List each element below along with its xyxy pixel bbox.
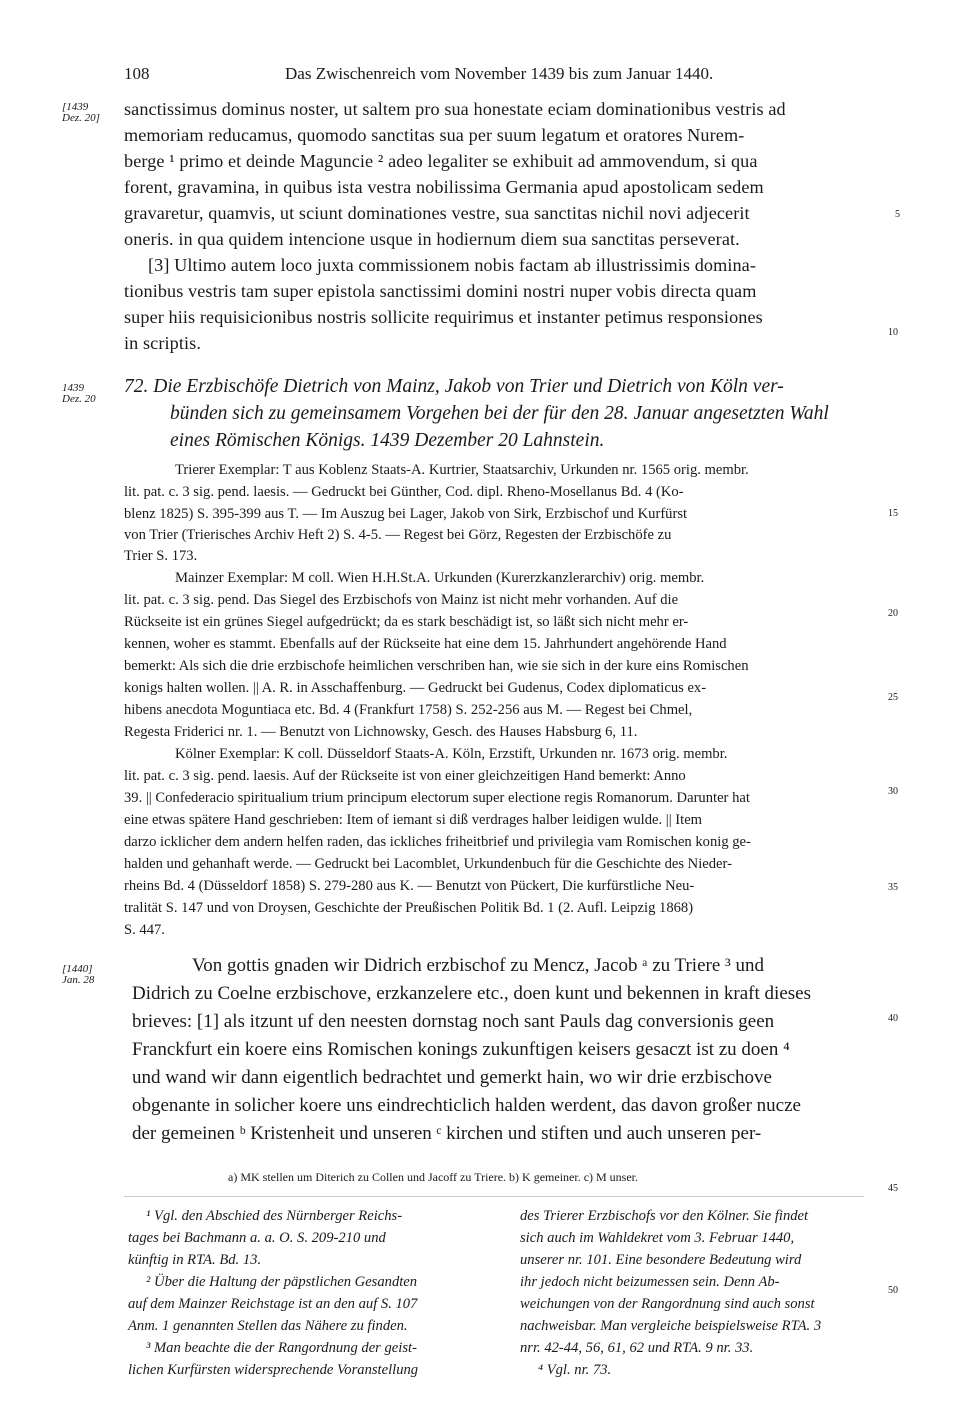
body-line: memoriam reducamus, quomodo sanctitas sua per suum legatum et oratores Nurem- <box>124 125 745 145</box>
page-number: 108 <box>124 64 150 83</box>
apparatus-line: von Trier (Trierisches Archiv Heft 2) S. 4-5. — Regest bei Görz, Regesten der Erzbischöfe zu <box>124 527 672 543</box>
footnote-line: unserer nr. 101. Eine besondere Bedeutung wird <box>520 1252 802 1268</box>
body-line: forent, gravamina, in quibus ista vestra nobilissima Germania apud apostolicam sedem <box>124 177 764 197</box>
footnote-line: tages bei Bachmann a. a. O. S. 209-210 und <box>128 1230 386 1246</box>
margin-date-note: [1439 Dez. 20] <box>62 101 100 124</box>
line-number: 10 <box>888 327 898 338</box>
apparatus-line: tralität S. 147 und von Droysen, Geschichte der Preußischen Politik Bd. 1 (2. Aufl. Leipzig 1868) <box>124 900 694 916</box>
apparatus-line: eine etwas spätere Hand geschrieben: Item of iemant si diß verdrages halber leidigen wulde. || Item <box>124 812 703 828</box>
apparatus-line: 39. || Confederacio spiritualium trium principum electorum super electione regis Romanorum. Darunter hat <box>124 790 750 806</box>
footnote-line: sich auch im Wahldekret vom 3. Februar 1440, <box>520 1230 795 1246</box>
apparatus-line: Trier S. 173. <box>124 548 198 564</box>
apparatus-line: halden und gehanhaft werde. — Gedruckt bei Lacomblet, Urkundenbuch für die Geschichte des Nieder- <box>124 856 732 872</box>
apparatus-line: S. 447. <box>124 922 165 938</box>
charter-line: obgenante in solicher koere uns eindrechticlich halden werdent, das davon großer nucze <box>132 1095 801 1116</box>
document-heading-line: 72. Die Erzbischöfe Dietrich von Mainz, Jakob von Trier und Dietrich von Köln ver- <box>124 376 784 397</box>
footnote-divider <box>124 1196 864 1197</box>
body-line: in scriptis. <box>124 333 201 353</box>
apparatus-line: lit. pat. c. 3 sig. pend. laesis. — Gedruckt bei Günther, Cod. dipl. Rheno-Mosellanus Bd. 4 (Ko- <box>124 484 684 500</box>
footnote-line: künftig in RTA. Bd. 13. <box>128 1252 262 1268</box>
charter-line: Von gottis gnaden wir Didrich erzbischof zu Mencz, Jacob ᵃ zu Triere ³ und <box>192 955 764 976</box>
apparatus-line: hibens anecdota Moguntiaca etc. Bd. 4 (Frankfurt 1758) S. 252-256 aus M. — Regest bei Chmel, <box>124 702 693 718</box>
footnote-line: Anm. 1 genannten Stellen das Nähere zu finden. <box>128 1318 408 1334</box>
footnote-line: nachweisbar. Man vergleiche beispielsweise RTA. 3 <box>520 1318 822 1334</box>
footnote-line: ¹ Vgl. den Abschied des Nürnberger Reichs- <box>146 1208 403 1224</box>
line-number: 20 <box>888 608 898 619</box>
apparatus-line: Mainzer Exemplar: M coll. Wien H.H.St.A. Urkunden (Kurerzkanzlerarchiv) orig. membr. <box>175 570 705 586</box>
body-line: sanctissimus dominus noster, ut saltem pro sua honestate eciam dominationibus vestris ad <box>124 99 786 119</box>
apparatus-line: Trierer Exemplar: T aus Koblenz Staats-A. Kurtrier, Staatsarchiv, Urkunden nr. 1565 orig. membr. <box>175 462 749 478</box>
footnote-line: ihr jedoch nicht beizumessen sein. Denn Ab- <box>520 1274 780 1290</box>
charter-line: Franckfurt ein koere eins Romischen konings zukunftigen keisers gesaczt ist zu doen ⁴ <box>132 1039 790 1060</box>
apparatus-line: lit. pat. c. 3 sig. pend. Das Siegel des Erzbischofs von Mainz ist nicht mehr vorhanden. Auf die <box>124 592 679 608</box>
charter-line: brieves: [1] als itzunt uf den neesten dornstag noch sant Pauls dag conversionis geen <box>132 1011 775 1032</box>
charter-line: Didrich zu Coelne erzbischove, erzkanzelere etc., doen kunt und bekennen in kraft dieses <box>132 983 811 1004</box>
line-number: 35 <box>888 882 898 893</box>
footnote-line: ² Über die Haltung der päpstlichen Gesandten <box>146 1274 418 1290</box>
apparatus-line: Rückseite ist ein grünes Siegel aufgedrückt; da es stark beschädigt ist, so läßt sich nicht mehr er- <box>124 614 689 630</box>
document-heading-line: bünden sich zu gemeinsamem Vorgehen bei der für den 28. Januar angesetzten Wahl <box>170 403 829 424</box>
line-number: 45 <box>888 1183 898 1194</box>
apparatus-line: rheins Bd. 4 (Düsseldorf 1858) S. 279-280 aus K. — Benutzt von Pückert, Die kurfürstliche Neu- <box>124 878 695 894</box>
line-number: 15 <box>888 508 898 519</box>
footnote-line: auf dem Mainzer Reichstage ist an den auf S. 107 <box>128 1296 418 1312</box>
body-line: gravaretur, quamvis, ut sciunt dominationes vestre, sua sanctitas nichil novi adjecerit <box>124 203 750 223</box>
apparatus-line: kennen, woher es stammt. Ebenfalls auf der Rückseite hat eine dem 15. Jahrhundert angehörende Hand <box>124 636 727 652</box>
footnote-line: des Trierer Erzbischofs vor den Kölner. Sie findet <box>520 1208 809 1224</box>
body-line: oneris. in qua quidem intencione usque in hodiernum diem sua sanctitas perseverat. <box>124 229 740 249</box>
footnote-line: nrr. 42-44, 56, 61, 62 und RTA. 9 nr. 33. <box>520 1340 754 1356</box>
apparatus-line: Regesta Friderici nr. 1. — Benutzt von Lichnowsky, Gesch. des Hauses Habsburg 6, 11. <box>124 724 638 740</box>
line-number: 50 <box>888 1285 898 1296</box>
apparatus-line: darzo icklicher dem andern helfen raden, das ickliches friheitbrief und privilegia vam Romischen konig ge- <box>124 834 751 850</box>
critical-apparatus: a) MK stellen um Diterich zu Collen und Jacoff zu Triere. b) K gemeiner. c) M unser. <box>228 1170 639 1184</box>
footnote-line: lichen Kurfürsten widersprechende Voranstellung <box>128 1362 419 1378</box>
running-title: Das Zwischenreich vom November 1439 bis zum Januar 1440. <box>285 64 714 83</box>
body-line: [3] Ultimo autem loco juxta commissionem nobis factam ab illustrissimis domina- <box>148 255 756 275</box>
document-heading-line: eines Römischen Königs. 1439 Dezember 20 Lahnstein. <box>170 430 605 451</box>
line-number: 40 <box>888 1013 898 1024</box>
body-line: berge ¹ primo et deinde Maguncie ² adeo legaliter se exhibuit ad ammovendum, si qua <box>124 151 758 171</box>
apparatus-line: Kölner Exemplar: K coll. Düsseldorf Staats-A. Köln, Erzstift, Urkunden nr. 1673 orig. membr. <box>175 746 728 762</box>
charter-line: und wand wir dann eigentlich bedrachtet und gemerkt hain, wo wir drie erzbischove <box>132 1067 772 1088</box>
body-line: super hiis requisicionibus nostris sollicite requirimus et instanter petimus responsiones <box>124 307 763 327</box>
apparatus-line: lit. pat. c. 3 sig. pend. laesis. Auf der Rückseite ist von einer gleichzeitigen Hand bemerkt: Anno <box>124 768 686 784</box>
apparatus-line: konigs halten wollen. || A. R. in Asschaffenburg. — Gedruckt bei Gudenus, Codex diplomaticus ex- <box>124 680 707 696</box>
footnote-line: ⁴ Vgl. nr. 73. <box>538 1362 612 1378</box>
body-line: tionibus vestris tam super epistola sanctissimi domini nostri nuper vobis directa quam <box>124 281 757 301</box>
line-number: 25 <box>888 692 898 703</box>
line-number: 5 <box>895 209 900 220</box>
apparatus-line: bemerkt: Als sich die drie erzbischofe heimlichen verschriben han, wie sie sich in der kure eins Romischen <box>124 658 749 674</box>
footnote-line: weichungen von der Rangordnung sind auch sonst <box>520 1296 815 1312</box>
margin-date-note: [1440] Jan. 28 <box>62 963 95 986</box>
charter-line: der gemeinen ᵇ Kristenheit und unseren ᶜ kirchen und stiften und auch unseren per- <box>132 1123 762 1144</box>
line-number: 30 <box>888 786 898 797</box>
footnote-line: ³ Man beachte die der Rangordnung der geist- <box>146 1340 417 1356</box>
apparatus-line: blenz 1825) S. 395-399 aus T. — Im Auszug bei Lager, Jakob von Sirk, Erzbischof und Kurfürst <box>124 506 688 522</box>
margin-date-note: 1439 Dez. 20 <box>62 382 96 405</box>
